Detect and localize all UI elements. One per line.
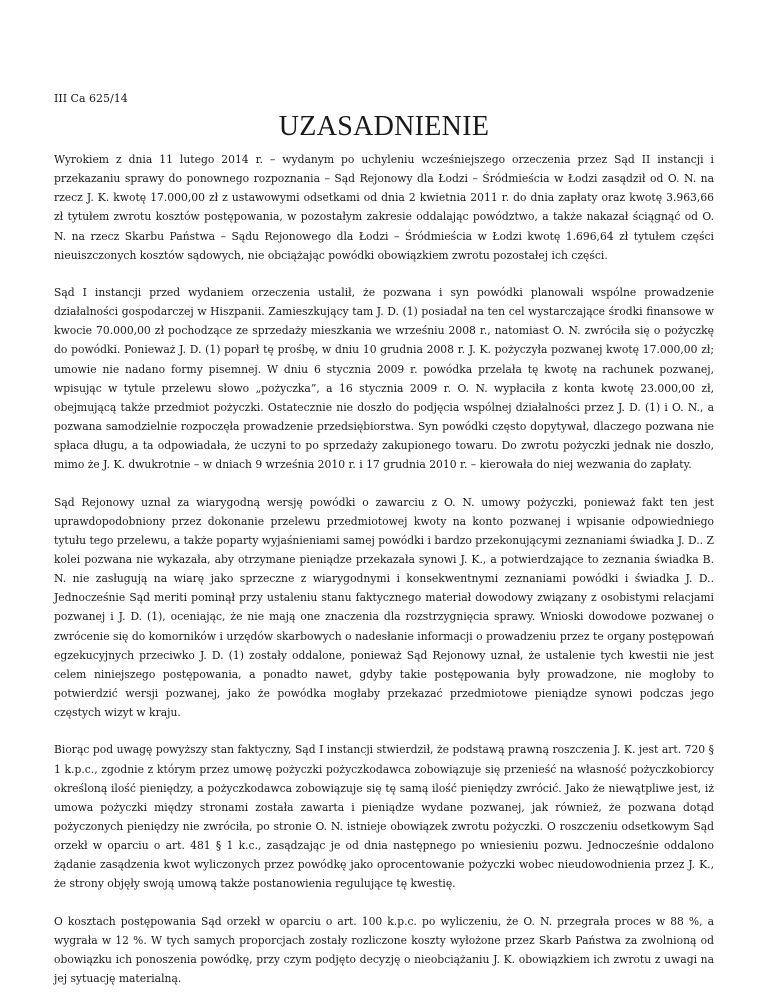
paragraph-1: Wyrokiem z dnia 11 lutego 2014 r. – wydanym po uchyleniu wcześniejszego orzeczenia przez Sąd II instancji i przekazaniu sprawy do ponownego rozpoznania – Sąd Rejonowy dla Łodzi – Śródmieścia w Łodzi zasądził od O. N. na rzecz J. K. kwotę 17.000,00 zł z ustawowymi odsetkami od dnia 2 kwietnia 2011 r. do dnia zapłaty oraz kwotę 3.963,66 zł tytułem zwrotu kosztów postępowania, w pozostałym zakresie oddalając powództwo, a także nakazał ściągnąć od O. N. na rzecz Skarbu Państwa – Sądu Rejonowego dla Łodzi – Śródmieścia w Łodzi kwotę 1.696,64 zł tytułem części nieuiszczonych kosztów sądowych, nie obciążając powódki obowiązkiem zwrotu pozostałej ich części.: [54, 153, 714, 262]
paragraph-2: Sąd I instancji przed wydaniem orzeczenia ustalił, że pozwana i syn powódki planowali wspólne prowadzenie działalności gospodarczej w Hiszpanii. Zamieszkujący tam J. D. (1) posiadał na ten cel wystarczające środki finansowe w kwocie 70.000,00 zł pochodzące ze sprzedaży mieszkania we wrześniu 2008 r., natomiast O. N. zwróciła się o pożyczkę do powódki. Ponieważ J. D. (1) poparł tę prośbę, w dniu 10 grudnia 2008 r. J. K. pożyczyła pozwanej kwotę 17.000,00 zł; umowie nie nadano formy pisemnej. W dniu 6 stycznia 2009 r. powódka przelała tę kwotę na rachunek pozwanej, wpisując w tytule przelewu słowo „pożyczka”, a 16 stycznia 2009 r. O. N. wypłaciła z konta kwotę 23.000,00 zł, obejmującą także przedmiot pożyczki. Ostatecznie nie doszło do podjęcia wspólnej działalności przez J. D. (1) i O. N., a pozwana samodzielnie rozpoczęła prowadzenie przedsiębiorstwa. Syn powódki często dopytywał, dlaczego pozwana nie spłaca długu, a ta odpowiadała, że uczyni to po sprzedaży zakupionego towaru. Do zwrotu pożyczki jednak nie doszło, mimo że J. K. dwukrotnie – w dniach 9 września 2010 r. i 17 grudnia 2010 r. – kierowała do niej wezwania do zapłaty.: [54, 285, 714, 472]
paragraph-5: O kosztach postępowania Sąd orzekł w oparciu o art. 100 k.p.c. po wyliczeniu, że O. N. przegrała proces w 88 %, a wygrała w 12 %. W tych samych proporcjach zostały rozliczone koszty wyłożone przez Skarb Państwa za zwolnioną od obowiązku ich ponoszenia powódkę, przy czym podjęto decyzję o nieobciążaniu J. K. obowiązkiem ich zwrotu z uwagi na jej sytuację materialną.: [54, 914, 714, 986]
paragraph-3: Sąd Rejonowy uznał za wiarygodną wersję powódki o zawarciu z O. N. umowy pożyczki, ponieważ fakt ten jest uprawdopodobniony przez dokonanie przelewu przedmiotowej kwoty na konto pozwanej i wpisanie odpowiedniego tytułu tego przelewu, a także poparty wyjaśnieniami samej powódki i bardzo przekonującymi zeznaniami świadka J. D.. Z kolei pozwana nie wykazała, aby otrzymane pieniądze przekazała synowi J. K., a potwierdzające to zeznania świadka B. N. nie zasługują na wiarę jako sprzeczne z wiarygodnymi i konsekwentnymi zeznaniami powódki i świadka J. D.. Jednocześnie Sąd meriti pominął przy ustaleniu stanu faktycznego materiał dowodowy związany z osobistymi relacjami pozwanej i J. D. (1), oceniając, że nie mają one znaczenia dla rozstrzygnięcia sprawy. Wnioski dowodowe pozwanej o zwrócenie się do komorników i urzędów skarbowych o nadesłanie informacji o prowadzeniu przez te organy postępowań egzekucyjnych przeciwko J. D. (1) zostały oddalone, ponieważ Sąd Rejonowy uznał, że ustalenie tych kwestii nie jest celem niniejszego postępowania, a ponadto nawet, gdyby takie postępowania były prowadzone, nie mogłoby to potwierdzić wersji pozwanej, jako że powódka mogłaby przekazać przedmiotowe pieniądze synowi podczas jego częstych wizyt w kraju.: [54, 495, 714, 720]
paragraph-4: Biorąc pod uwagę powyższy stan faktyczny, Sąd I instancji stwierdził, że podstawą prawną roszczenia J. K. jest art. 720 § 1 k.p.c., zgodnie z którym przez umowę pożyczki pożyczkodawca zobowiązuje się przenieść na własność pożyczkobiorcy określoną ilość pieniędzy, a pożyczkodawca zobowiązuje się tę samą ilość pieniędzy zwrócić. Jako że niewątpliwe jest, iż umowa pożyczki między stronami została zawarta i pieniądze wydane pozwanej, jak również, że pozwana dotąd pożyczonych pieniędzy nie zwróciła, po stronie O. N. istnieje obowiązek zwrotu pożyczki. O roszczeniu odsetkowym Sąd orzekł w oparciu o art. 481 § 1 k.c., zasądzając je od dnia następnego po wniesieniu pozwu. Jednocześnie oddalono żądanie zasądzenia kwot wyliczonych przez powódkę jako oprocentowanie pożyczki wobec nieudowodnienia przez J. K., że strony objęły swoją umową także postanowienia regulujące tę kwestię.: [54, 743, 714, 891]
document-body: [54, 150, 714, 1006]
document-title: UZASADNIENIE: [278, 111, 490, 142]
case-number: III Ca 625/14: [54, 92, 128, 105]
